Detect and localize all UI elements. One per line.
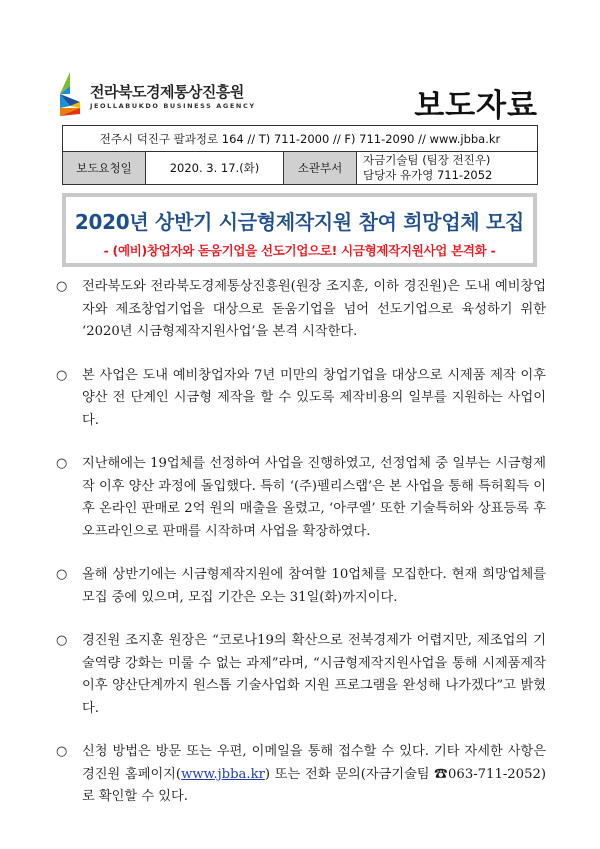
circle-bullet-icon: ○ bbox=[56, 279, 68, 294]
homepage-link[interactable]: www.jbba.kr bbox=[181, 766, 265, 782]
bullet-text: 올해 상반기에는 시금형제작지원에 참여할 10업체를 모집한다. 현재 희망업체를 모집 중에 있으며, 모집 기간은 오는 31일(화)까지이다. bbox=[82, 567, 546, 605]
bullet-item bbox=[56, 630, 546, 720]
department-label: 소관부서 bbox=[284, 152, 357, 185]
body-bullets bbox=[56, 276, 546, 830]
department-value bbox=[357, 152, 538, 185]
circle-bullet-icon: ○ bbox=[56, 367, 68, 383]
request-date-label: 보도요청일 bbox=[63, 152, 146, 185]
bullet-item bbox=[56, 741, 546, 809]
circle-bullet-icon: ○ bbox=[56, 633, 68, 648]
bullet-item bbox=[56, 276, 546, 344]
circle-bullet-icon: ○ bbox=[56, 744, 68, 759]
bullet-text: 지난해에는 19업체를 선정하여 사업을 진행하였고, 선정업체 중 일부는 시금형제작 이후 양산 과정에 돌입했다. 특히 ‘(주)펠리스랩’은 본 사업을 통해 특허획득 이후 온라인 판매로 2억 원의 매출을 올렸고, ‘아쿠엘’ 또한 기술특허와 상표등록 후 오프라인으로 판매를 시작하며 사업을 확장하였다. bbox=[82, 456, 546, 539]
bullet-item bbox=[56, 453, 546, 543]
circle-bullet-icon: ○ bbox=[56, 567, 68, 582]
contact-line: 전주시 덕진구 팔과정로 164 // T) 711-2000 // F) 711-2090 // www.jbba.kr bbox=[63, 126, 538, 152]
org-name-korean: 전라북도경제통상진흥원 bbox=[90, 83, 244, 101]
press-info-table bbox=[62, 125, 538, 185]
org-logo-icon bbox=[56, 72, 84, 122]
bullet-item bbox=[56, 564, 546, 609]
bullet-text-part: 신청 방법은 방문 또는 우편, 이메일을 통해 접수할 수 있다. 기타 자세한 사항은 경진원 홈페이지( bbox=[82, 744, 546, 782]
headline-subtitle: - (예비)창업자와 돋움기업을 선도기업으로! 시금형제작지원사업 본격화 - bbox=[103, 243, 496, 258]
bullet-text: 본 사업은 도내 예비창업자와 7년 미만의 창업기업을 대상으로 시제품 제작 이후 양산 전 단계인 시금형 제작을 할 수 있도록 제작비용의 일부를 지원하는 사업이다. bbox=[82, 367, 546, 428]
headline-title: 2020년 상반기 시금형제작지원 참여 희망업체 모집 bbox=[74, 210, 525, 234]
bullet-text: 전라북도와 전라북도경제통상진흥원(원장 조지훈, 이하 경진원)은 도내 예비창업자와 제조창업기업을 대상으로 돋움기업을 넘어 선도기업으로 육성하기 위한 ‘2020년 시금형제작지원사업’을 본격 시작한다. bbox=[82, 279, 546, 339]
bullet-item bbox=[56, 365, 546, 433]
org-logo bbox=[56, 72, 256, 122]
bullet-text-part: ) 또는 전화 문의(자금기술팀 ☎063-711-2052)로 확인할 수 있다. bbox=[82, 766, 546, 804]
document-type-title: 보도자료 bbox=[414, 88, 538, 124]
request-date-value: 2020. 3. 17.(화) bbox=[146, 152, 284, 185]
department-team: 자금기술팀 (팀장 전진우) bbox=[363, 153, 491, 167]
bullet-text: 경진원 조지훈 원장은 “코로나19의 확산으로 전북경제가 어렵지만, 제조업의 기술역량 강화는 미룰 수 없는 과제”라며, “시금형제작지원사업을 통해 시제품제작 이후 양산단계까지 원스톱 기술사업화 지원 프로그램을 완성해 나가겠다”고 밝혔다. bbox=[82, 633, 546, 716]
bullet-text bbox=[82, 741, 546, 809]
department-contact: 담당자 유가영 711-2052 bbox=[363, 168, 493, 182]
headline-box bbox=[62, 193, 537, 267]
circle-bullet-icon: ○ bbox=[56, 456, 68, 471]
org-name-english: JEOLLABUKDO BUSINESS AGENCY bbox=[90, 102, 256, 110]
